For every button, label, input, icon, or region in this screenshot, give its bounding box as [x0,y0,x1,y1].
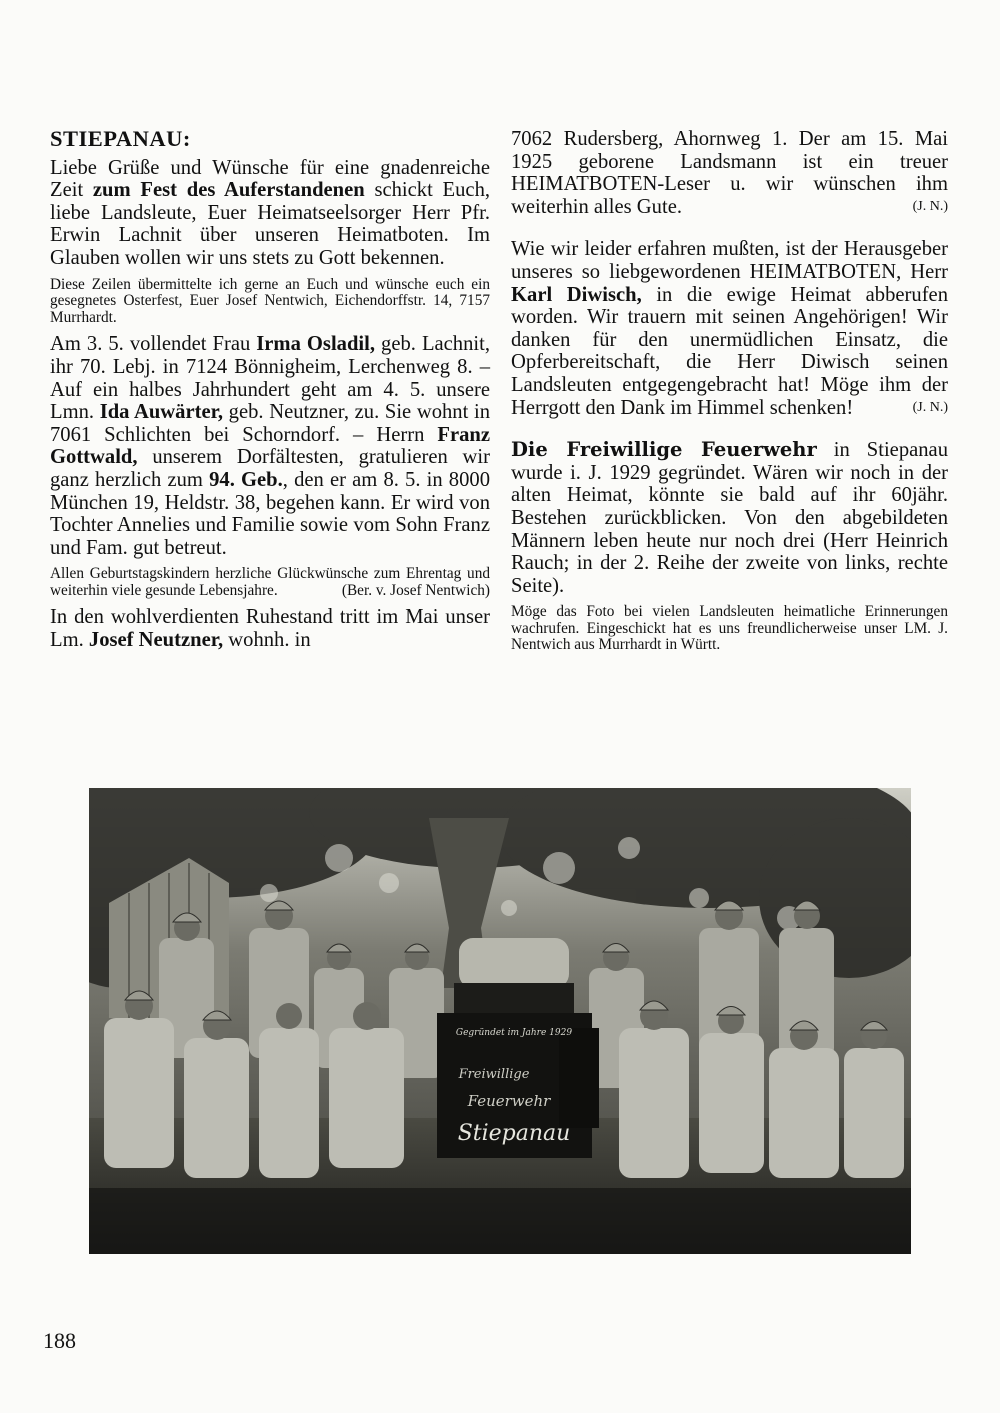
photo-note: Möge das Foto bei vielen Landsleuten heimatliche Erinnerungen wachrufen. Eingeschickt hat es uns freundlicherweise unser LM. J. Nentwich aus Murrhardt in Württ. [511,603,948,654]
greeting-note: Diese Zeilen übermittelte ich gerne an Euch und wünsche euch ein gesegnetes Osterfest, Euer Josef Nentwich, Eichendorffstr. 14, 7157 Murrhardt. [50,275,490,326]
birthday-paragraph: Am 3. 5. vollendet Frau Irma Osladil, geb. Lachnit, ihr 70. Lebj. in 7124 Bönnigheim, Lerchenweg 8. – Auf ein halbes Jahrhundert geht am 4. 5. unsere Lmn. Ida Auwärter, geb. Neutzner, zu. Sie wohnt in 7061 Schlichten bei Schorndorf. – Herrn Franz Gottwald, unserem Dorfältesten, gratulieren wir ganz herzlich zum 94. Geb., den er am 8. 5. in 8000 München 19, Heldstr. 38, begehen kann. Er wird von Tochter Annelies und Familie sowie vom Sohn Franz und Fam. gut betreut. [50,333,490,559]
fire-brigade-paragraph: Die Freiwillige Feuerwehr in Stiepanau wurde i. J. 1929 gegründet. Wären wir noch in der alten Heimat, könnte sie bald auf ihr 60jähr. Bestehen zurückblicken. Von den abgebildeten Männern leben heute nur noch drei (Herr Heinrich Rauch; in der 2. Reihe der zweite von links, rechte Seite). [511,438,948,597]
right-column [511,128,948,654]
sign-text: Freiwillige [458,1067,530,1082]
retirement-paragraph: In den wohlverdienten Ruhestand tritt im Mai unser Lm. Josef Neutzner, wohnh. in [50,606,490,652]
signature: (Ber. v. Josef Nentwich) [341,581,490,599]
sign-title: Stiepanau [457,1121,571,1146]
obituary-paragraph: Wie wir leider erfahren mußten, ist der Herausgeber unseres so liebgewordenen HEIMATBOTEN, Herr Karl Diwisch, in die ewige Heimat abberufen worden. Wir trauern mit seinen Angehörigen! Wir danken für den unermüdlichen Einsatz, die Opferbereitschaft, die Herr Diwisch seinen Landsleuten entgegengebracht hat! Möge ihm der Herrgott den Dank im Himmel schenken! (J. N.) [511,238,948,419]
section-heading: STIEPANAU: [50,126,191,151]
birthday-wishes-note: Allen Geburtstagskindern herzliche Glückwünsche zum Ehrentag und weiterhin viele gesunde Lebensjahre. (Ber. v. Josef Nentwich) [50,565,490,599]
signature: (J. N.) [912,399,948,415]
fire-brigade-group-photo [89,788,911,1254]
sign-text: Feuerwehr [467,1092,551,1110]
rudersberg-paragraph: 7062 Rudersberg, Ahornweg 1. Der am 15. Mai 1925 geborene Landsmann ist ein treuer HEIMATBOTEN-Leser u. wir wünschen ihm weiterhin alles Gute. (J. N.) [511,128,948,218]
easter-greeting-paragraph: Liebe Grüße und Wünsche für eine gnadenreiche Zeit zum Fest des Auferstandenen schickt Euch, liebe Landsleute, Euer Heimatseelsorger Herr Pfr. Erwin Lachnit über unseren Heimatboten. Im Glauben wollen wir uns stets zu Gott bekennen. [50,156,491,269]
sign-founding-text: Gegründet im Jahre 1929 [455,1028,573,1038]
page-number: 188 [43,1328,76,1353]
left-column [50,128,490,652]
signature: (J. N.) [912,198,948,214]
group-photo-image [89,788,911,1254]
